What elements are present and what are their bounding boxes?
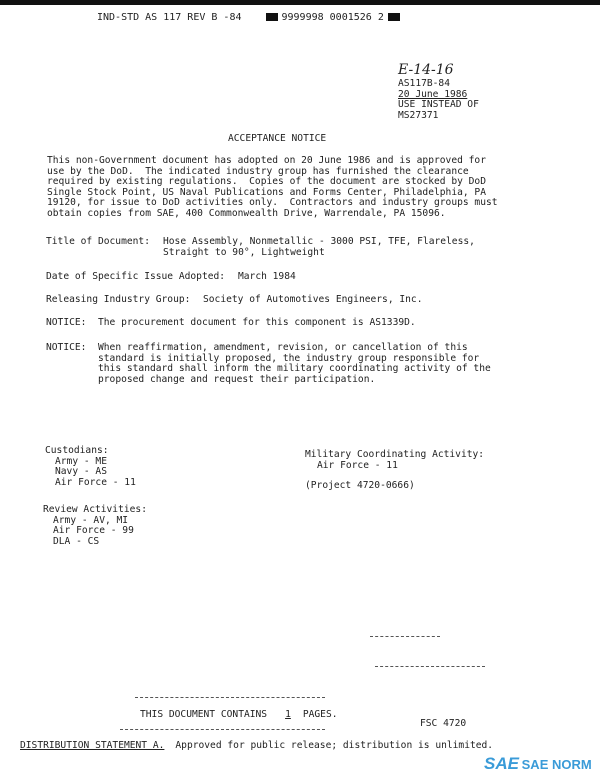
sae-norm-logo bbox=[484, 755, 592, 776]
box-line bbox=[135, 697, 325, 698]
doc-id: AS117B-84 bbox=[398, 78, 450, 89]
page-title: ACCEPTANCE NOTICE bbox=[228, 133, 327, 144]
pages-count: 1 bbox=[285, 709, 291, 720]
military-item: Air Force - 11 bbox=[317, 459, 398, 471]
header-code: IND-STD AS 117 REV B -84 bbox=[97, 12, 242, 23]
paragraph-line: obtain copies from SAE, 400 Commonwealth Drive, Warrendale, PA 15096. bbox=[47, 207, 446, 219]
header-line bbox=[97, 13, 404, 24]
paragraph-line: This non-Government document has adopted on 20 June 1986 and is approved for bbox=[47, 155, 486, 166]
paragraph-line: required by existing regulations. Copies of the document are stocked by DoD bbox=[47, 176, 486, 188]
date-value: March 1984 bbox=[238, 271, 296, 282]
page-count bbox=[140, 710, 338, 721]
scan-mark bbox=[375, 666, 485, 667]
review-item: DLA - CS bbox=[53, 535, 100, 547]
redaction-block bbox=[388, 13, 400, 21]
date-label: Date of Specific Issue Adopted: bbox=[46, 271, 226, 282]
fsc-code: FSC 4720 bbox=[420, 718, 467, 729]
doc-date: 20 June 1986 bbox=[398, 88, 468, 100]
scan-border bbox=[0, 0, 600, 5]
doc-ref bbox=[398, 79, 479, 121]
header-number: 9999998 0001526 2 bbox=[281, 12, 384, 23]
notice1-label: NOTICE: bbox=[46, 317, 87, 328]
redaction-block bbox=[266, 13, 278, 21]
custodian: Army - ME bbox=[55, 455, 107, 467]
custodians-label: Custodians: bbox=[45, 445, 109, 456]
title-label: Title of Document: bbox=[46, 236, 150, 247]
military-activity bbox=[305, 450, 484, 492]
notice2-value bbox=[98, 343, 491, 385]
use-instead: USE INSTEAD OF bbox=[398, 99, 479, 111]
custodians bbox=[45, 446, 136, 488]
review-item: Army - AV, MI bbox=[53, 514, 129, 526]
custodian: Air Force - 11 bbox=[55, 476, 136, 488]
replaced-doc: MS27371 bbox=[398, 109, 439, 121]
paragraph-line: Single Stock Point, US Naval Publications and Forms Center, Philadelphia, PA bbox=[47, 186, 486, 198]
review-item: Air Force - 99 bbox=[53, 525, 134, 537]
notice-line: this standard shall inform the military coordinating activity of the bbox=[98, 363, 491, 375]
military-label: Military Coordinating Activity: bbox=[305, 449, 485, 460]
body-paragraph bbox=[47, 156, 498, 220]
paragraph-line: use by the DoD. The indicated industry group has furnished the clearance bbox=[47, 165, 469, 177]
title-value bbox=[163, 237, 475, 258]
notice-line: standard is initially proposed, the industry group responsible for bbox=[98, 352, 480, 364]
sae-logo-mark: SAE bbox=[484, 754, 519, 773]
group-value: Society of Automotives Engineers, Inc. bbox=[203, 294, 423, 305]
title-line: Hose Assembly, Nonmetallic - 3000 PSI, TFE, Flareless, bbox=[163, 236, 475, 247]
distribution-label: DISTRIBUTION STATEMENT A. bbox=[20, 740, 165, 751]
custodian: Navy - AS bbox=[55, 466, 107, 478]
sae-logo-text: SAE NORM bbox=[521, 757, 592, 772]
paragraph-line: 19120, for issue to DoD activities only. Contractors and industry groups must bbox=[47, 197, 498, 209]
pages-label: PAGES. bbox=[302, 709, 338, 720]
distribution-statement bbox=[20, 741, 493, 752]
distribution-text: Approved for public release; distribution is unlimited. bbox=[175, 740, 494, 751]
notice2-label: NOTICE: bbox=[46, 342, 87, 353]
box-line bbox=[120, 729, 325, 730]
title-line: Straight to 90°, Lightweight bbox=[163, 246, 325, 258]
scan-mark bbox=[370, 636, 440, 637]
review-label: Review Activities: bbox=[43, 504, 147, 515]
notice1-value: The procurement document for this component is AS1339D. bbox=[98, 317, 416, 328]
group-label: Releasing Industry Group: bbox=[46, 294, 191, 305]
handwritten-ref: E-14-16 bbox=[398, 62, 454, 78]
notice-line: proposed change and request their participation. bbox=[98, 373, 376, 385]
review-activities bbox=[43, 505, 147, 547]
contains-label: THIS DOCUMENT CONTAINS bbox=[140, 709, 268, 720]
project-number: (Project 4720-0666) bbox=[305, 480, 415, 492]
notice-line: When reaffirmation, amendment, revision, or cancellation of this bbox=[98, 342, 468, 353]
